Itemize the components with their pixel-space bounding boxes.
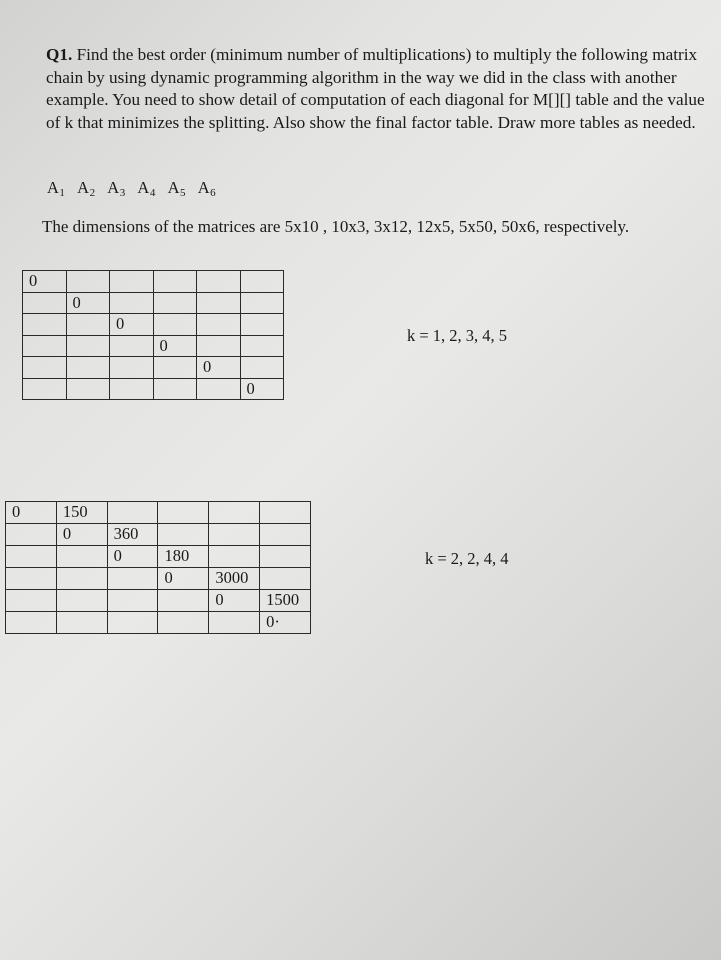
table-cell — [260, 502, 311, 524]
table-cell — [6, 612, 57, 634]
table-cell — [6, 568, 57, 590]
table-row — [23, 335, 284, 357]
table-cell — [56, 590, 107, 612]
table-cell — [240, 357, 284, 379]
matrix-label: $A_4$ — [137, 178, 156, 199]
table-cell — [66, 357, 110, 379]
table-cell: 0 — [56, 524, 107, 546]
m-table-diagonal-1-body — [6, 502, 311, 634]
table-row — [23, 378, 284, 400]
table-cell — [107, 612, 158, 634]
matrix-label: $A_2$ — [77, 178, 96, 199]
table-cell — [209, 524, 260, 546]
table-cell — [23, 335, 67, 357]
table-cell — [153, 271, 197, 293]
question-paragraph — [46, 44, 712, 134]
table-cell: 360 — [107, 524, 158, 546]
matrix-chain — [47, 178, 224, 199]
table-cell — [66, 314, 110, 336]
table-cell — [158, 590, 209, 612]
k-values-initial: k = 1, 2, 3, 4, 5 — [407, 326, 508, 345]
table-cell: 150 — [56, 502, 107, 524]
table-cell — [153, 292, 197, 314]
table-cell — [260, 524, 311, 546]
table-cell — [56, 568, 107, 590]
table-cell — [56, 612, 107, 634]
table-cell — [158, 612, 209, 634]
table-cell — [153, 314, 197, 336]
table-cell: 0 — [110, 314, 154, 336]
table-cell — [6, 524, 57, 546]
table-cell — [6, 590, 57, 612]
table-row — [6, 524, 311, 546]
table-row — [6, 612, 311, 634]
table-cell: 0 — [158, 568, 209, 590]
table-cell — [240, 292, 284, 314]
table-cell — [110, 335, 154, 357]
table-cell — [66, 271, 110, 293]
table-cell — [56, 546, 107, 568]
question-text: Find the best order (minimum number of multiplications) to multiply the following matrix chain by using dynamic programming algorithm in the way we did in the class with another example. You need to show detail of computation of each diagonal for M[][] table and the value of k that minimizes the splitting. Also show the final factor table. Draw more tables as needed. — [46, 45, 705, 132]
table-cell — [240, 335, 284, 357]
table-cell — [23, 314, 67, 336]
table-cell — [197, 378, 241, 400]
table-row — [23, 314, 284, 336]
table-cell — [240, 271, 284, 293]
table-cell: 0 — [197, 357, 241, 379]
table-cell — [6, 546, 57, 568]
table-cell — [209, 612, 260, 634]
table-cell — [158, 502, 209, 524]
table-cell — [66, 335, 110, 357]
m-table-initial — [22, 270, 284, 400]
table-cell — [110, 378, 154, 400]
table-cell: 0 — [209, 590, 260, 612]
table-row — [23, 357, 284, 379]
table-cell: 0 — [107, 546, 158, 568]
table-row — [23, 271, 284, 293]
table-cell — [110, 292, 154, 314]
table-cell — [107, 568, 158, 590]
table-cell — [23, 378, 67, 400]
table-cell — [107, 502, 158, 524]
table-cell: 0 — [23, 271, 67, 293]
table-cell — [197, 335, 241, 357]
table-cell — [197, 271, 241, 293]
dimensions-statement: The dimensions of the matrices are 5x10 , 10x3, 3x12, 12x5, 5x50, 50x6, respectively. — [42, 217, 630, 236]
table-cell — [158, 524, 209, 546]
table-cell — [209, 502, 260, 524]
table-row — [23, 292, 284, 314]
table-row — [6, 546, 311, 568]
table-cell — [23, 292, 67, 314]
table-cell: 0 — [153, 335, 197, 357]
k-values-diagonal-1: k = 2, 2, 4, 4 — [425, 549, 509, 568]
m-table-diagonal-1 — [5, 501, 311, 634]
table-cell: 0 — [6, 502, 57, 524]
table-cell — [197, 314, 241, 336]
table-cell — [260, 546, 311, 568]
table-cell — [107, 590, 158, 612]
table-cell — [23, 357, 67, 379]
table-row — [6, 568, 311, 590]
table-cell — [153, 378, 197, 400]
table-cell — [240, 314, 284, 336]
table-cell — [209, 546, 260, 568]
table-cell — [197, 292, 241, 314]
table-row — [6, 502, 311, 524]
matrix-label: $A_6$ — [197, 178, 217, 199]
matrix-label: $A_5$ — [167, 178, 186, 199]
table-cell — [153, 357, 197, 379]
table-cell: 0 — [66, 292, 110, 314]
table-cell — [110, 271, 154, 293]
matrix-label: $A_3$ — [107, 178, 126, 199]
table-row — [6, 590, 311, 612]
m-table-initial-body — [23, 271, 284, 400]
table-cell: 3000 — [209, 568, 260, 590]
matrix-label: $A_1$ — [47, 178, 66, 199]
table-cell: 0· — [260, 612, 311, 634]
table-cell: 1500 — [260, 590, 311, 612]
table-cell: 0 — [240, 378, 284, 400]
table-cell — [110, 357, 154, 379]
table-cell: 180 — [158, 546, 209, 568]
table-cell — [66, 378, 110, 400]
table-cell — [260, 568, 311, 590]
question-number: Q1. — [46, 45, 73, 64]
